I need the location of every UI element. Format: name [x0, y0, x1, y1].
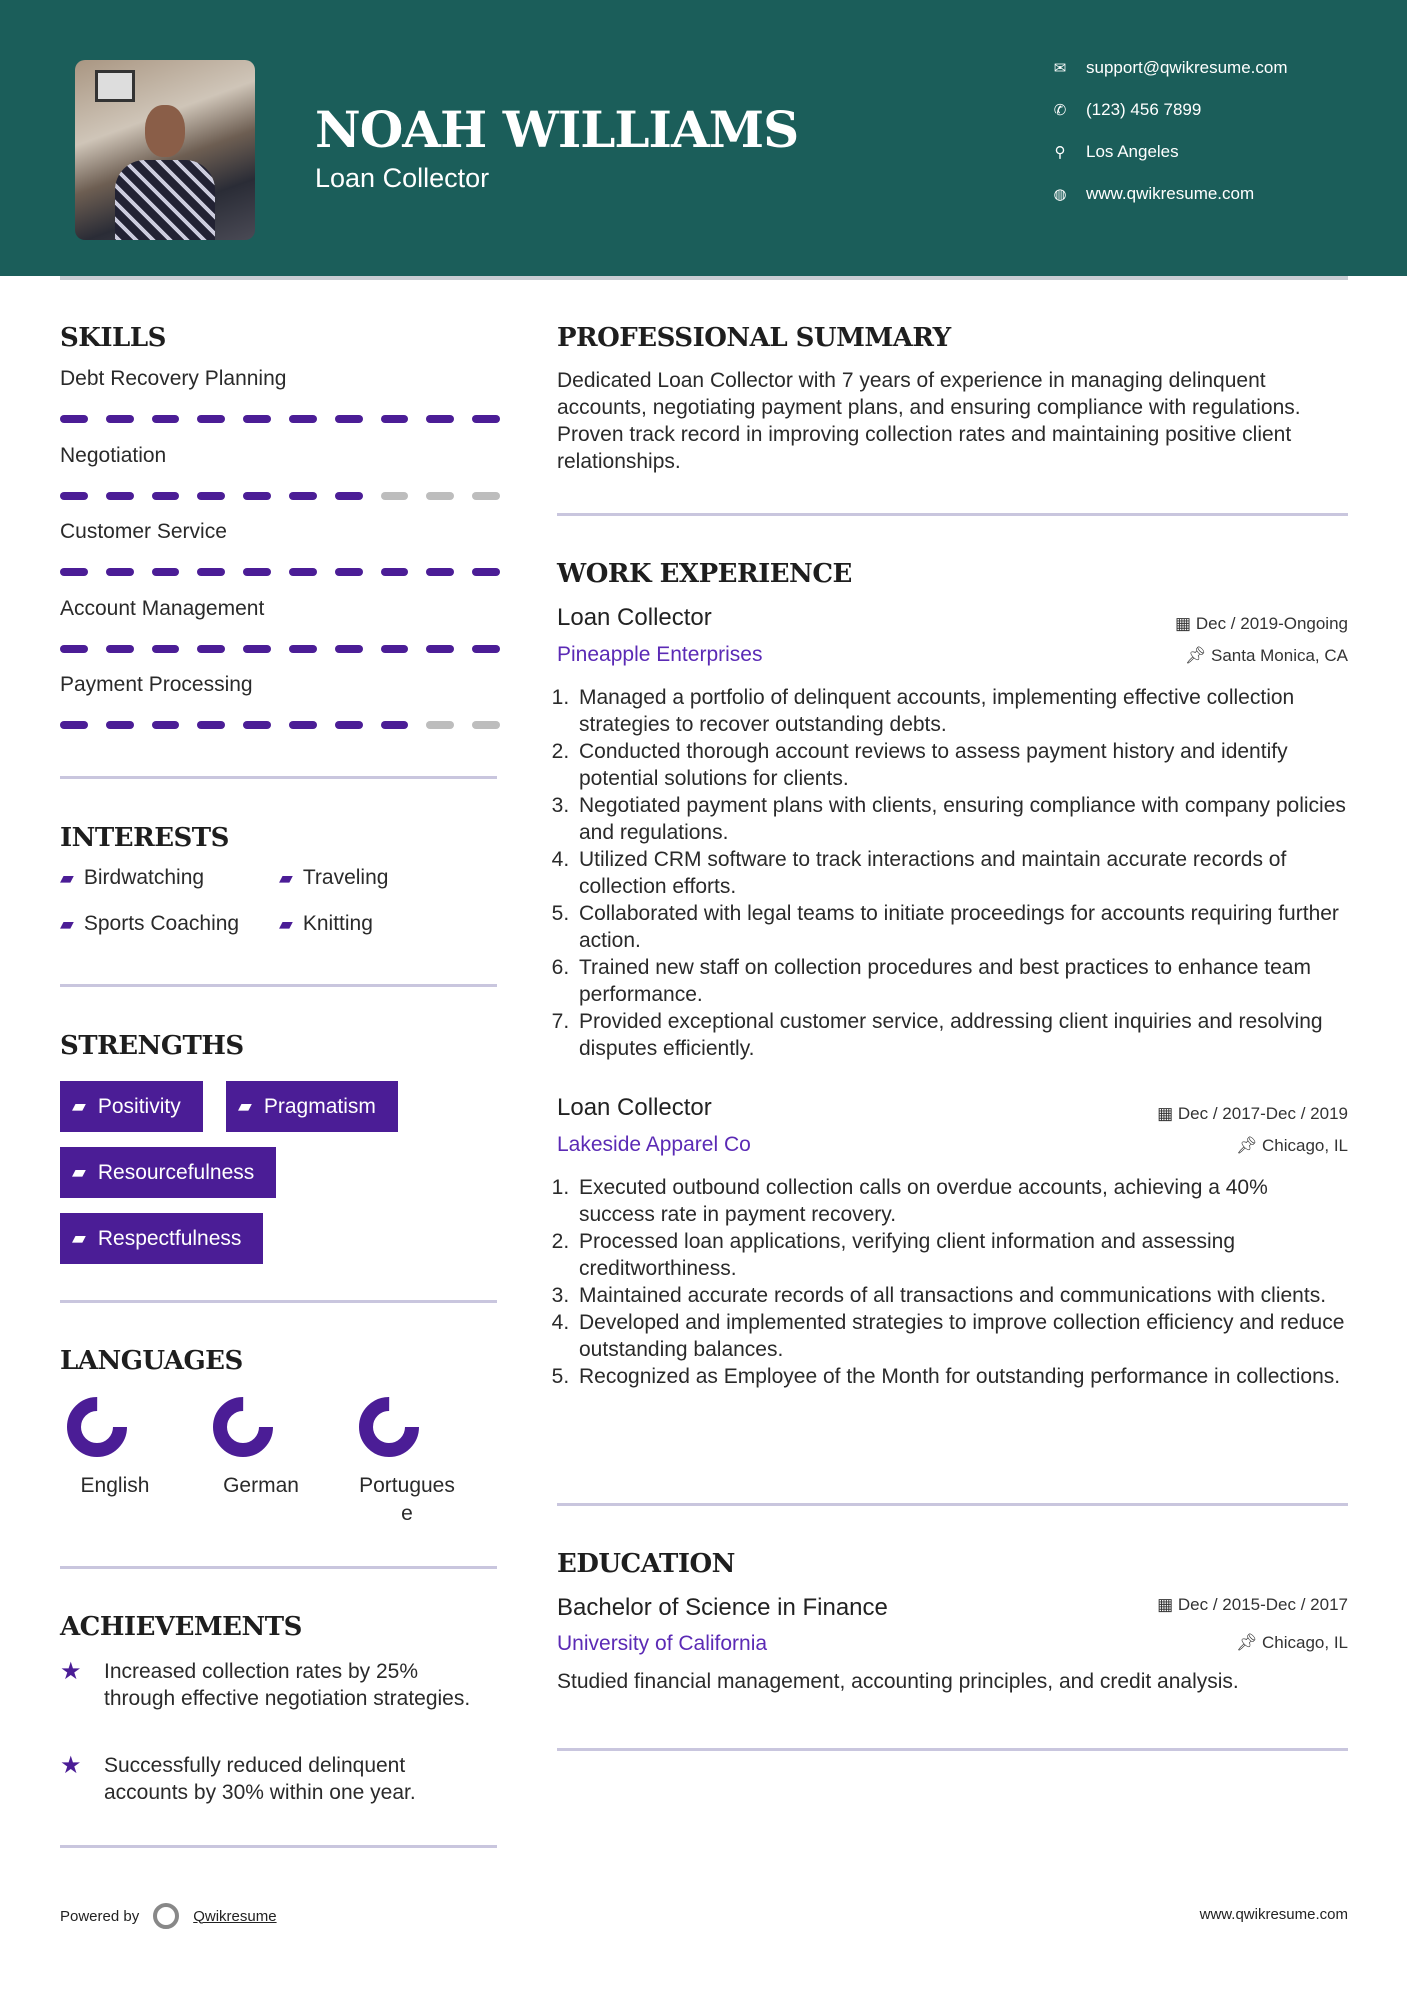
job-bullet: 3. Maintained accurate records of all transactions and communications with clients. [575, 1282, 1348, 1309]
book-icon: ▰ [279, 913, 293, 934]
education-text: Studied financial management, accounting principles, and credit analysis. [557, 1670, 1239, 1693]
footer-url[interactable]: www.qwikresume.com [1199, 1906, 1348, 1923]
skill-dot [60, 492, 88, 500]
location-text: Santa Monica, CA [1210, 646, 1348, 665]
skill-dot [381, 492, 409, 500]
skill-dot [152, 568, 180, 576]
skill-label: Account Management [60, 596, 265, 620]
job-bullet: 5. Recognized as Employee of the Month for outstanding performance in collections. [575, 1363, 1348, 1390]
summary-heading: PROFESSIONAL SUMMARY [557, 323, 951, 353]
divider [557, 1748, 1348, 1751]
job-bullet: 1. Executed outbound collection calls on overdue accounts, achieving a 40% success rate in payment recovery. [575, 1174, 1348, 1228]
book-icon: ▰ [60, 867, 74, 888]
qwikresume-logo-icon [153, 1903, 179, 1929]
interests-heading: INTERESTS [60, 823, 229, 853]
website-text: www.qwikresume.com [1086, 184, 1255, 203]
header [0, 0, 1407, 276]
skill-dot [197, 492, 225, 500]
skill-label: Customer Service [60, 520, 227, 543]
skill-dot [426, 415, 454, 423]
skill-dot [381, 645, 409, 653]
header-divider [60, 276, 1348, 280]
skill-item [60, 520, 500, 576]
education-date [1157, 1595, 1348, 1615]
profile-photo [75, 60, 255, 240]
language-label: German [223, 1474, 299, 1497]
skill-label: Debt Recovery Planning [60, 367, 287, 390]
skill-dot [60, 568, 88, 576]
skill-dot [152, 492, 180, 500]
date-text: Dec / 2015-Dec / 2017 [1177, 1595, 1348, 1614]
calendar-icon: ▦ [1175, 614, 1196, 633]
skill-dot [152, 415, 180, 423]
strength-tag [226, 1081, 398, 1132]
interest-item [60, 912, 239, 936]
divider [557, 513, 1348, 516]
powered-by-text: Powered by [60, 1907, 140, 1925]
experience-heading: WORK EXPERIENCE [557, 559, 852, 589]
skill-dot [335, 492, 363, 500]
strength-tag [60, 1081, 203, 1132]
skill-dot [426, 721, 454, 729]
divider [60, 776, 497, 779]
job-date [1175, 614, 1348, 634]
language-item [352, 1396, 462, 1528]
skill-dot [472, 492, 500, 500]
strength-label: Resourcefulness [97, 1160, 255, 1184]
skill-item [60, 597, 500, 653]
language-level-ring [66, 1396, 128, 1458]
language-item [206, 1396, 316, 1500]
skill-dot [197, 415, 225, 423]
skill-dot [381, 415, 409, 423]
contact-email[interactable] [1050, 58, 1288, 78]
skill-level-bar [60, 721, 500, 729]
skill-dot [106, 645, 134, 653]
job-date [1157, 1104, 1348, 1124]
job-title: Loan Collector [557, 1094, 712, 1121]
contact-website[interactable] [1050, 184, 1254, 204]
skill-dot [335, 645, 363, 653]
skill-dot [289, 568, 317, 576]
envelope-icon: ✉ [1053, 60, 1067, 77]
qwikresume-link[interactable]: Qwikresume [193, 1907, 277, 1925]
skill-dot [381, 568, 409, 576]
achievements-heading: ACHIEVEMENTS [60, 1612, 302, 1642]
skill-dot [243, 645, 271, 653]
book-icon: ▰ [279, 867, 293, 888]
skill-dot [152, 645, 180, 653]
pin-icon: 📌︎ [1235, 1633, 1262, 1652]
skill-dot [335, 721, 363, 729]
candidate-name: NOAH WILLIAMS [315, 100, 799, 159]
language-level-ring [358, 1396, 420, 1458]
skill-item [60, 673, 500, 729]
job-bullet: 7. Provided exceptional customer service, addressing client inquiries and resolving disputes efficiently. [575, 1008, 1348, 1062]
interest-label: Sports Coaching [83, 912, 240, 935]
language-item [60, 1396, 170, 1500]
job-bullets [557, 684, 1348, 1062]
job-bullet: 5. Collaborated with legal teams to initiate proceedings for accounts requiring further action. [575, 900, 1348, 954]
school-name: University of California [557, 1632, 768, 1655]
location-text: Los Angeles [1086, 142, 1179, 161]
language-label: Portugues e [359, 1474, 455, 1525]
language-label: English [80, 1474, 150, 1497]
skill-dot [60, 645, 88, 653]
language-level-ring [212, 1396, 274, 1458]
book-icon: ▰ [72, 1096, 86, 1116]
skill-dot [472, 645, 500, 653]
education-location [1236, 1633, 1348, 1653]
skill-dot [106, 721, 134, 729]
date-text: Dec / 2019-Ongoing [1195, 614, 1348, 633]
interest-item [279, 866, 388, 890]
skill-label: Negotiation [60, 443, 167, 467]
job-title: Loan Collector [557, 604, 712, 631]
skill-dot [197, 645, 225, 653]
book-icon: ▰ [238, 1096, 252, 1116]
job-bullet: 2. Processed loan applications, verifying client information and assessing creditworthiness. [575, 1228, 1348, 1282]
skill-dot [289, 415, 317, 423]
achievement-text: Increased collection rates by 25% through effective negotiation strategies. [104, 1660, 471, 1710]
skill-dot [106, 568, 134, 576]
skills-heading: SKILLS [60, 323, 166, 353]
contact-location [1050, 142, 1179, 162]
book-icon: ▰ [72, 1228, 86, 1248]
globe-icon: ◍ [1053, 186, 1067, 203]
skill-item [60, 367, 500, 423]
skill-dot [289, 645, 317, 653]
skill-level-bar [60, 568, 500, 576]
company-name: Lakeside Apparel Co [557, 1133, 751, 1156]
skill-dot [243, 721, 271, 729]
strength-tag [60, 1147, 276, 1198]
achievement-text: Successfully reduced delinquent accounts by 30% within one year. [104, 1754, 416, 1804]
footer-powered [60, 1903, 277, 1929]
pin-icon: 📌︎ [1235, 1136, 1262, 1155]
company-name: Pineapple Enterprises [557, 643, 763, 666]
skill-dot [335, 568, 363, 576]
book-icon: ▰ [72, 1162, 86, 1182]
skill-label: Payment Processing [60, 673, 253, 696]
job-bullet: 6. Trained new staff on collection procedures and best practices to enhance team performance. [575, 954, 1348, 1008]
skill-level-bar [60, 415, 500, 423]
divider [60, 1300, 497, 1303]
skill-dot [152, 721, 180, 729]
job-bullet: 1. Managed a portfolio of delinquent accounts, implementing effective collection strategies to recover outstanding debts. [575, 684, 1348, 738]
star-icon: ★ [60, 1752, 82, 1779]
degree: Bachelor of Science in Finance [557, 1594, 888, 1621]
achievement-item [60, 1658, 480, 1712]
email-text: support@qwikresume.com [1086, 58, 1288, 77]
skill-dot [106, 492, 134, 500]
calendar-icon: ▦ [1157, 1104, 1178, 1123]
book-icon: ▰ [60, 913, 74, 934]
phone-icon: ✆ [1053, 102, 1067, 119]
job-location [1185, 646, 1348, 666]
pin-icon: 📌︎ [1184, 646, 1211, 665]
languages-heading: LANGUAGES [60, 1346, 243, 1376]
location-text: Chicago, IL [1262, 1633, 1348, 1652]
skill-dot [381, 721, 409, 729]
achievement-item [60, 1752, 480, 1806]
phone-text: (123) 456 7899 [1086, 100, 1202, 119]
date-text: Dec / 2017-Dec / 2019 [1177, 1104, 1348, 1123]
interest-label: Birdwatching [83, 866, 205, 889]
skill-dot [289, 721, 317, 729]
skill-dot [197, 568, 225, 576]
location-text: Chicago, IL [1262, 1136, 1348, 1155]
star-icon: ★ [60, 1658, 82, 1685]
strengths-heading: STRENGTHS [60, 1031, 244, 1061]
strength-tag [60, 1213, 263, 1264]
job-bullet: 3. Negotiated payment plans with clients, ensuring compliance with company policies and regulations. [575, 792, 1348, 846]
interest-label: Knitting [302, 912, 373, 935]
divider [60, 984, 497, 987]
skill-level-bar [60, 492, 500, 500]
skill-dot [335, 415, 363, 423]
summary-text: Dedicated Loan Collector with 7 years of experience in managing delinquent accounts, negotiating payment plans, and ensuring compliance with regulations. Proven track record in improving collection rates and maintaining positive client relationships. [557, 369, 1301, 473]
skill-dot [426, 492, 454, 500]
education-heading: EDUCATION [557, 1549, 735, 1579]
job-bullet: 4. Developed and implemented strategies to improve collection efficiency and reduce outstanding balances. [575, 1309, 1348, 1363]
strength-label: Pragmatism [263, 1094, 376, 1118]
job-location [1236, 1136, 1348, 1156]
skill-dot [60, 415, 88, 423]
skill-dot [472, 568, 500, 576]
skill-dot [289, 492, 317, 500]
skill-dot [106, 415, 134, 423]
divider [60, 1845, 497, 1848]
job-bullet: 2. Conducted thorough account reviews to assess payment history and identify potential solutions for clients. [575, 738, 1348, 792]
skill-dot [243, 492, 271, 500]
interest-item [279, 912, 373, 936]
divider [60, 1566, 497, 1569]
skill-dot [243, 568, 271, 576]
skill-dot [197, 721, 225, 729]
job-bullet: 4. Utilized CRM software to track interactions and maintain accurate records of collection efforts. [575, 846, 1348, 900]
skill-level-bar [60, 645, 500, 653]
interest-label: Traveling [302, 866, 389, 889]
skill-dot [426, 645, 454, 653]
interest-item [60, 866, 204, 890]
job-bullets [557, 1174, 1348, 1390]
skill-dot [60, 721, 88, 729]
strength-label: Respectfulness [97, 1226, 242, 1250]
strength-label: Positivity [97, 1094, 181, 1118]
skill-dot [426, 568, 454, 576]
skill-dot [472, 721, 500, 729]
divider [557, 1503, 1348, 1506]
skill-dot [472, 415, 500, 423]
candidate-role: Loan Collector [315, 163, 490, 193]
calendar-icon: ▦ [1157, 1595, 1178, 1614]
map-pin-icon: ⚲ [1054, 144, 1066, 161]
skill-item [60, 444, 500, 500]
skill-dot [243, 415, 271, 423]
contact-phone [1050, 100, 1201, 120]
